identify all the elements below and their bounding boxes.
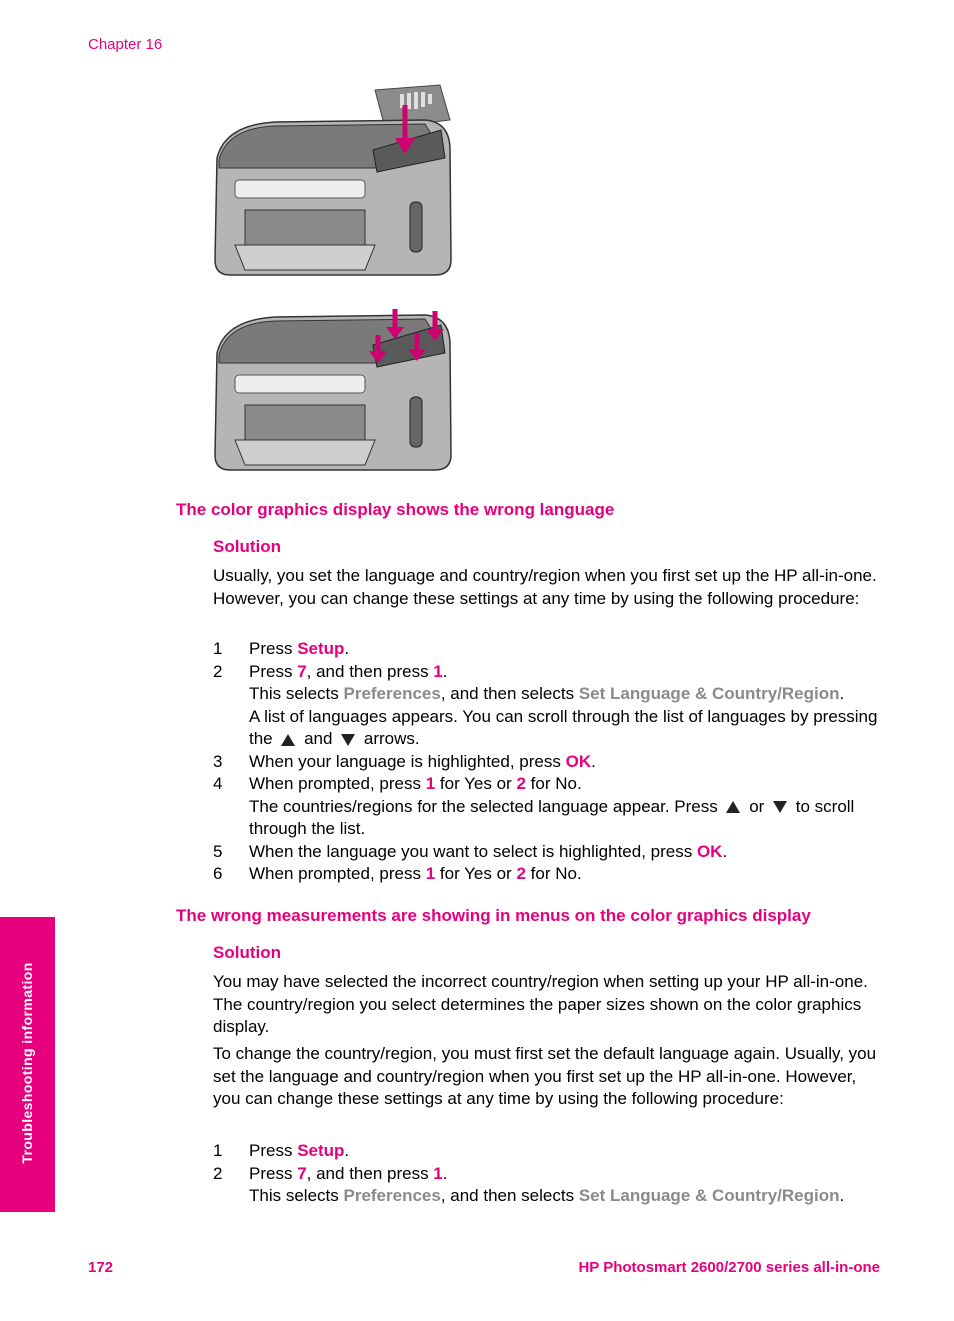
up-triangle-icon [726,801,740,813]
up-triangle-icon [281,734,295,746]
chapter-header: Chapter 16 [88,36,163,53]
printer-overlay-illustration [205,80,465,280]
section2-intro-1: You may have selected the incorrect country/region when setting up your HP all-in-one. The country/region you select determines the paper sizes shown on the color graphics display. [213,972,868,1036]
printer-press-overlay-illustration [205,305,465,475]
step-detail: The countries/regions for the selected language appear. Press or to scroll through the list. [249,796,855,838]
section1-intro: Usually, you set the language and country/region when you first set up the HP all-in-one. However, you can change these settings at any time by using the following procedure: [213,566,877,608]
list-item: 2 Press 7, and then press 1. This selects Preferences, and then selects Set Language & Country/Region. [213,1163,885,1208]
footer-product-title: HP Photosmart 2600/2700 series all-in-one [578,1259,880,1276]
sidebar-label: Troubleshooting information [19,962,35,1164]
list-item: 1 Press Setup. [213,639,350,658]
list-item: 4 When prompted, press 1 for Yes or 2 for No. The countries/regions for the selected language appear. Press or to scroll through the list. [213,773,885,841]
solution-label: Solution [213,943,281,962]
list-item: 5 When the language you want to select is highlighted, press OK. [213,841,728,861]
step-detail: A list of languages appears. You can scroll through the list of languages by pressing the and arrows. [249,706,878,748]
section-heading-wrong-language: The color graphics display shows the wrong language [176,500,615,519]
page-number: 172 [88,1259,114,1276]
section1-steps [213,638,885,886]
section2-steps [213,1140,885,1208]
step-detail: This selects Preferences, and then selects Set Language & Country/Region. [249,1186,845,1205]
down-triangle-icon [341,734,355,746]
list-item: 3 When your language is highlighted, press OK. [213,751,596,771]
list-item: 6 When prompted, press 1 for Yes or 2 for No. [213,864,582,883]
list-item: 2 Press 7, and then press 1. This selects Preferences, and then selects Set Language & Country/Region. A list of languages appears. You can scroll through the list of languages by pressing the and arrows. [213,661,885,751]
step-detail: This selects Preferences, and then selects Set Language & Country/Region. [249,684,845,703]
down-triangle-icon [773,801,787,813]
solution-label: Solution [213,537,281,556]
list-item: 1 Press Setup. [213,1141,350,1160]
section-heading-wrong-measurements: The wrong measurements are showing in menus on the color graphics display [176,906,811,925]
section2-intro-2: To change the country/region, you must first set the default language again. Usually, you set the language and country/region when you first set up the HP all-in-one. However, you can change these settings at any time by using the following procedure: [213,1044,877,1108]
